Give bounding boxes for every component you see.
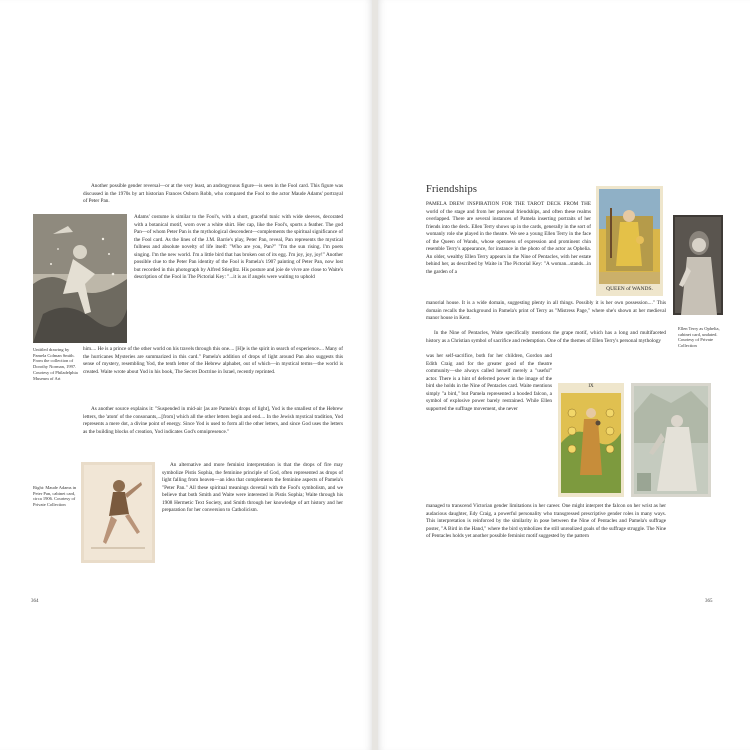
ellen-terry-photo: [673, 215, 723, 315]
right-page: [378, 0, 750, 750]
right-para2-end-text: managed to transcend Victorian gender limitations in her career. One might interpret the falcon on her wrist as her audacious daughter, Edy Craig, a powerful personality who transgressed prescriptive gender roles in many ways. This interpretation is reinforced by the similarity in pose between the Nine of Pentacles and Pamela's suffrage poster, "A Bird in the Hand," where the bird symbolizes the still unrealized goals of the suffrage struggle. The Nine of Pentacles holds yet another possible feminist motif suggested by the pattern: [426, 503, 666, 540]
left-para1-wrap: [134, 214, 343, 282]
left-para1-top-text: Another possible gender reversal—or at the very least, an androgynous figure—is seen in the Fool card. This figure was discussed in the 1970s by art historian Frances Osborn Robb, who compared the Fool to the actor Maude Adams' portrayal of Peter Pan.: [83, 183, 343, 205]
queen-of-wands-card: [596, 186, 663, 296]
left-page: [0, 0, 372, 750]
left-para1-full: [83, 346, 343, 376]
left-para1-top: [83, 183, 343, 206]
caption-ellen-terry: Ellen Terry as Ophelia, cabinet card, undated. Courtesy of Private Collection: [678, 326, 720, 349]
right-para1-narrow-text: PAMELA DREW INSPIRATION FOR THE TAROT DECK FROM THE world of the stage and from her personal friendships, and often these realms overlapped. There are several instances of Pamela inserting portraits of her friends into the deck. Ellen Terry shows up in the cards, generally in the sort of womanly role she played in the theatre. We see a young Ellen Terry in the face of the Queen of Wands, whose openness of expression and prominent chin resemble Terry's appearance, for instance in the photo of the actor as Ophelia. An older, wealthy Ellen Terry appears in the Nine of Pentacles, with her estate behind her, as described by Waite in The Pictorial Key: "A woman...stands...in the garden of a: [426, 201, 591, 275]
section-heading: Friendships: [426, 184, 478, 195]
left-para2-text: As another source explains it: "Suspended in mid-air [as are Pamela's drops of light], Yod is the smallest of the Hebrew letters, the 'atom' of the consonants,...[from] which all the other letters begin and end.... In the Jewish mystical tradition, Yod represents a mere dot, a divine point of energy. Since Yod is used to form all the other letters, and since God uses the letters as the building blocks of creation, Yod indicates God's omnipresence.": [83, 406, 343, 435]
right-para1-full-text: manorial house. It is a wide domain, suggesting plenty in all things. Possibly it is her own possession...." This domain recalls the background in Pamela's print of Terry as "Mistress Page," where she's shown at her medieval manor house in Kent.: [426, 300, 666, 322]
right-para2-narrow-text: was her self-sacrifice, both for her children, Gordon and Edith Craig and for the greater good of the theatre community—she always called herself merely a "useful" actor. There is a hint of deferred power in the image of the bird she holds in the Nine of Pentacles card. Waite mentions simply "a bird," but Pamela represented a hooded falcon, a symbol of explosive power barely restrained. While Ellen supported the suffrage movement, she never: [426, 353, 552, 412]
right-para2-full-text: In the Nine of Pentacles, Waite specifically mentions the grape motif, which has a long and multifaceted history as a Christian symbol of sacrifice and redemption. One of the themes of Ellen Terry's personal mythology: [426, 330, 666, 344]
right-para2-end: [426, 503, 666, 541]
page-number-left: 364: [31, 599, 39, 604]
left-para3-text: An alternative and more feminist interpretation is that the drops of fire may symbolize Pistis Sophia, the feminine principle of God, often represented as drops of light falling from heaven—an idea that complements the feminine aspects of Pamela's "Peter Pan." All these spiritual meanings dovetail with the Fool's symbolism, and we believe that both Smith and Waite were interested in Pistis Sophia; Waite through his 1908 Hermetic Text Society, and Smith through her knowledge of art history and her preparation for her conversion to Catholicism.: [162, 462, 343, 514]
maude-adams-photo: [81, 462, 155, 563]
right-para2-narrow: [426, 353, 552, 413]
page-number-right: 365: [705, 599, 713, 604]
queen-of-wands-label: QUEEN of WANDS.: [606, 286, 653, 292]
left-para2: [83, 406, 343, 436]
left-para1-wrap-text: Adams' costume is similar to the Fool's, with a short, graceful tunic with wide sleeves, decorated with a botanical motif, worn over a white shirt. Her cap, like the Fool's, sports a feather. The god Pan—of whom Peter Pan is the mythological descendent—complements the spiritual significance of the Fool card. As the lines of the J.M. Barrie's play, Peter Pan, reveal, Pan represents the mystical fullness and absolute novelty of life itself: "Who are you, Pan?" "I'm the sun rising. I'm poets singing. I'm the new world. I'm a little bird that has broken out of its egg. I'm joy, joy, joy!" Another possible clue to the Peter Pan identity of the Fool is Pamela's 1907 painting of Peter Pan, now lost but recorded in this photograph by Alfred Stieglitz. His posture and joie de vivre are close to Waite's description of the Fool in The Pictorial Key: "...it is as if angels were waiting to uphold: [134, 214, 343, 281]
untitled-drawing-image: [33, 214, 127, 343]
caption-maude-adams: Right: Maude Adams in Peter Pan, cabinet card, circa 1906. Courtesy of Private Collection: [33, 485, 77, 508]
nine-of-pentacles-numeral: IX: [588, 384, 594, 389]
right-para1-full: [426, 300, 666, 323]
caption-untitled-drawing: Untitled drawing by Pamela Colman Smith. From the collection of Dorothy Norman, 1997. Courtesy of Philadelphia Museum of Art: [33, 347, 78, 381]
right-para1-narrow: [426, 201, 591, 276]
mistress-page-print: [631, 383, 711, 497]
nine-of-pentacles-card: [558, 383, 624, 497]
right-para2-full: [426, 330, 666, 345]
left-para3: [162, 462, 343, 515]
left-para1-full-text: him.... He is a prince of the other world on his travels through this one.... [H]e is the spirit in search of experience.... Many of the hurricanes Mysteries are summarized in this card." Pamela's addition of drops of light around Pan also suggests this sense of mystery, resembling Yod, the tenth letter of the Hebrew alphabet, out of which—in mystical terms—the world is created. Waite wrote about Yod in his book, The Secret Doctrine in Israel, recently reprinted.: [83, 346, 343, 375]
